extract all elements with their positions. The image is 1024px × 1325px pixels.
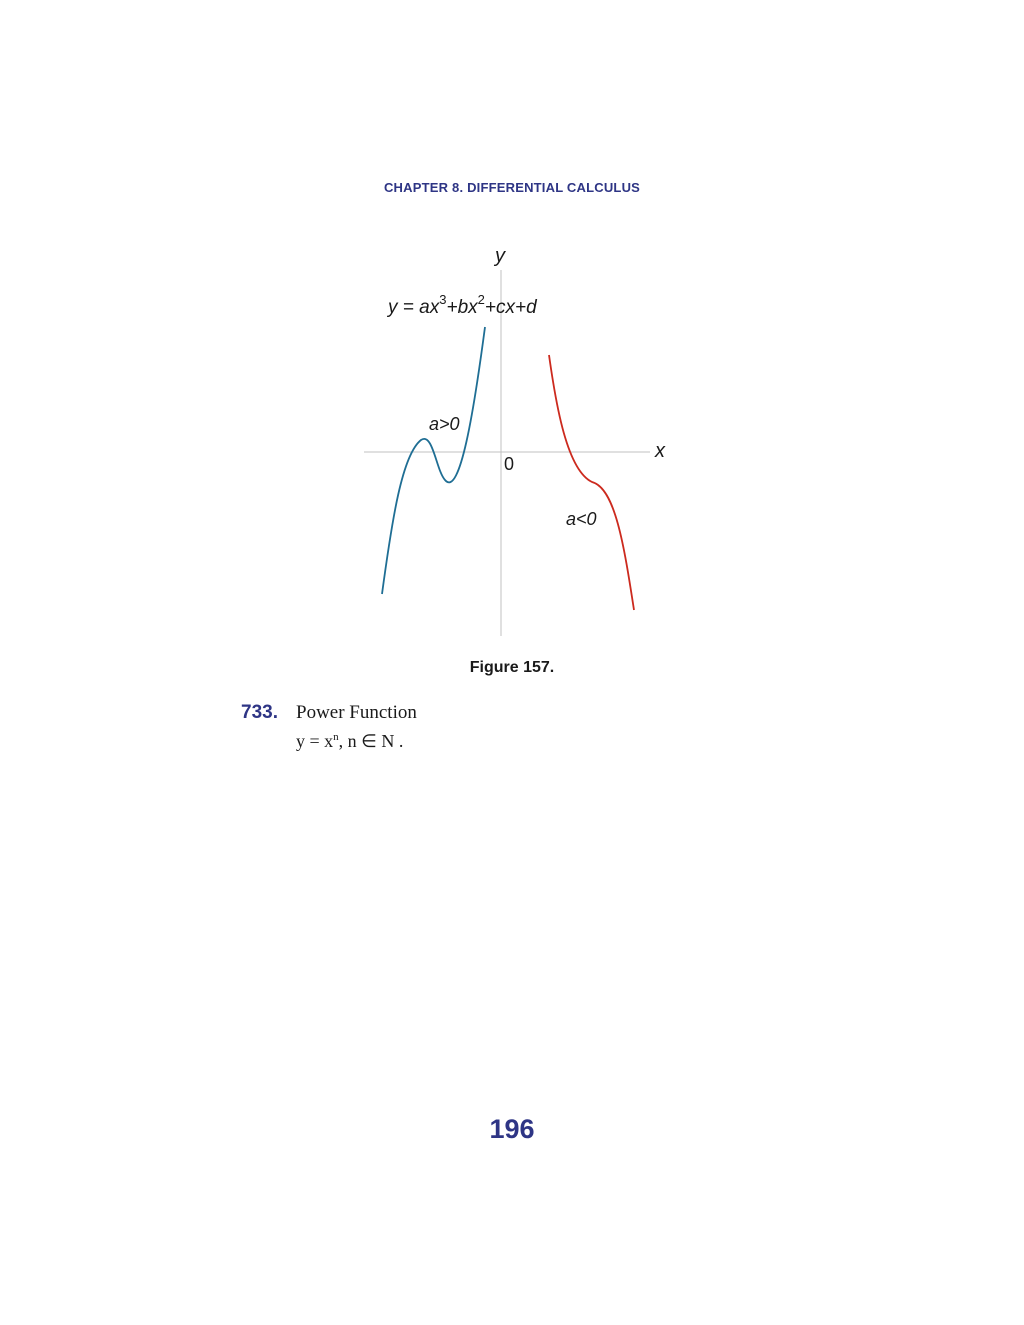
formula-rest: , n ∈ N . xyxy=(338,731,404,751)
origin-label: 0 xyxy=(504,454,515,474)
item-number: 733. xyxy=(241,702,278,723)
curve-a-negative-label: a<0 xyxy=(566,509,597,529)
figure-caption: Figure 157. xyxy=(469,659,555,676)
item-title: Power Function xyxy=(296,702,417,723)
equation-label: $y = ax^3+bx^2+cx+d$ xyxy=(388,292,537,318)
x-axis-label: x xyxy=(655,440,665,462)
formula-exponent: n xyxy=(333,731,339,743)
item-formula xyxy=(296,731,403,752)
curve-a-positive-label: a>0 xyxy=(429,414,460,434)
formula-lhs: y = x xyxy=(296,731,334,751)
y-axis-label: y xyxy=(495,245,505,267)
curve-a-positive xyxy=(382,327,485,594)
curve-a-negative xyxy=(549,355,634,610)
running-head: CHAPTER 8. DIFFERENTIAL CALCULUS xyxy=(383,180,641,195)
page-number: 196 xyxy=(489,1114,535,1144)
